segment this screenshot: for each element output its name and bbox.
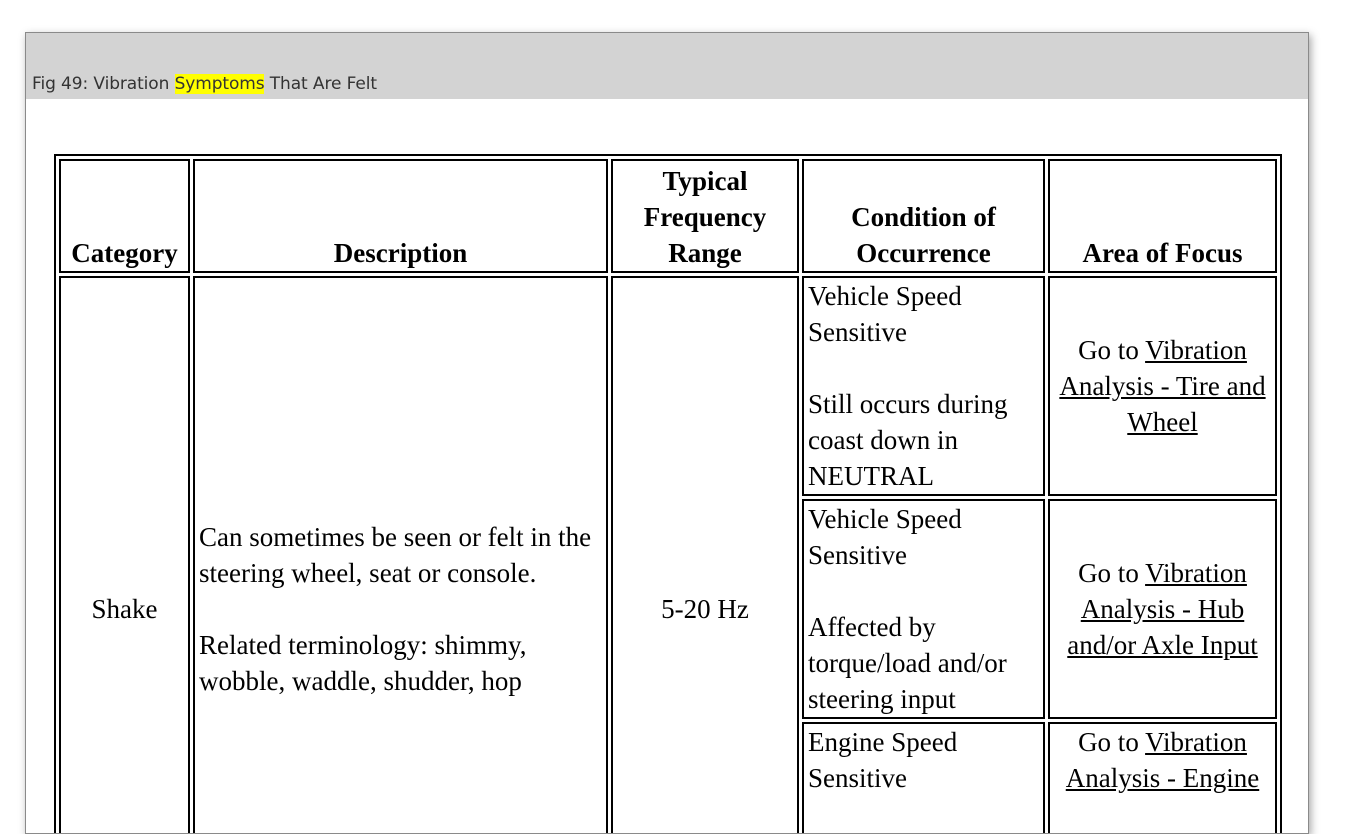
header-frequency-line3: Range — [668, 238, 742, 268]
header-frequency-line2: Frequency — [643, 202, 767, 232]
description-text-2: Related terminology: shimmy, wobble, waddle, shudder, hop — [199, 630, 527, 696]
header-focus: Area of Focus — [1048, 159, 1277, 273]
focus-prefix: Go to — [1078, 727, 1146, 757]
header-frequency-line1: Typical — [662, 166, 748, 196]
header-condition — [802, 159, 1045, 273]
header-condition-line2: Occurrence — [856, 238, 991, 268]
vibration-symptoms-table — [54, 154, 1282, 834]
focus-link-engine[interactable]: Vibration Analysis - Engine — [1065, 727, 1260, 793]
table-row — [59, 276, 1277, 496]
cell-description — [193, 276, 608, 834]
cell-focus — [1048, 276, 1277, 496]
header-frequency — [611, 159, 799, 273]
focus-link-tire-wheel[interactable]: Vibration Analysis - Tire and Wheel — [1059, 335, 1266, 437]
condition-line1: Vehicle Speed Sensitive — [808, 281, 962, 347]
condition-line2: Affected by torque/load and/or steering input — [808, 612, 1007, 714]
cell-condition — [802, 499, 1045, 719]
title-suffix: That Are Felt — [264, 74, 377, 94]
table-header-row — [59, 159, 1277, 273]
header-category: Category — [59, 159, 190, 273]
figure-title — [32, 74, 377, 94]
figure-window — [25, 32, 1309, 834]
cell-category: Shake — [59, 276, 190, 834]
cell-focus — [1048, 722, 1277, 834]
figure-title-bar — [26, 33, 1308, 99]
focus-prefix: Go to — [1078, 558, 1146, 588]
title-prefix: Fig 49: Vibration — [32, 74, 175, 94]
focus-link-hub-axle[interactable]: Vibration Analysis - Hub and/or Axle Input — [1067, 558, 1258, 660]
condition-line2: Still occurs during coast down in NEUTRAL — [808, 389, 1008, 491]
condition-line1: Engine Speed Sensitive — [808, 727, 958, 793]
header-condition-line1: Condition of — [851, 202, 996, 232]
condition-line1: Vehicle Speed Sensitive — [808, 504, 962, 570]
description-text-1: Can sometimes be seen or felt in the steering wheel, seat or console. — [199, 522, 592, 588]
cell-focus — [1048, 499, 1277, 719]
cell-frequency: 5-20 Hz — [611, 276, 799, 834]
title-highlight: Symptoms — [174, 74, 265, 94]
cell-condition — [802, 276, 1045, 496]
cell-condition — [802, 722, 1045, 834]
focus-prefix: Go to — [1078, 335, 1146, 365]
header-description: Description — [193, 159, 608, 273]
